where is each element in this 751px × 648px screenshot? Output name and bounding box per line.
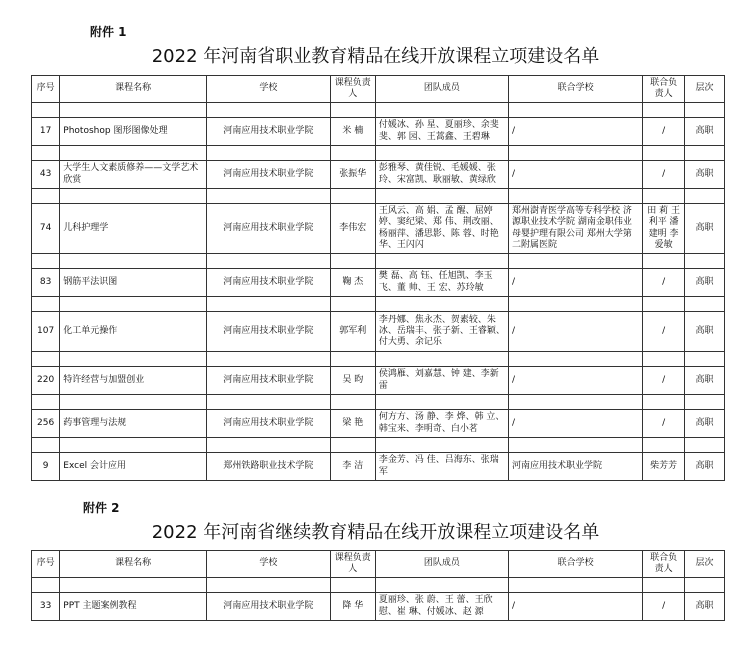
cell-school: 河南应用技术职业学院 — [207, 312, 331, 352]
spacer-cell — [60, 103, 207, 118]
spacer-cell — [207, 297, 331, 312]
spacer-cell — [508, 438, 642, 453]
spacer-cell — [32, 189, 60, 204]
spacer-cell — [32, 254, 60, 269]
spacer-cell — [60, 297, 207, 312]
spacer-cell — [60, 352, 207, 367]
cell-level: 高职 — [685, 161, 725, 189]
spacer-cell — [32, 395, 60, 410]
cell-school: 河南应用技术职业学院 — [207, 269, 331, 297]
header-team: 团队成员 — [375, 76, 508, 103]
spacer-cell — [207, 352, 331, 367]
spacer-cell — [375, 438, 508, 453]
spacer-cell — [643, 146, 685, 161]
spacer-cell — [207, 146, 331, 161]
header-lead: 课程负责人 — [330, 76, 375, 103]
header-partner-lead: 联合负责人 — [643, 551, 685, 578]
spacer-row — [32, 254, 725, 269]
spacer-cell — [508, 352, 642, 367]
cell-no: 107 — [32, 312, 60, 352]
cell-lead: 米 楠 — [330, 118, 375, 146]
header-level: 层次 — [685, 551, 725, 578]
spacer-cell — [375, 395, 508, 410]
cell-partner-lead: / — [643, 312, 685, 352]
cell-school: 河南应用技术职业学院 — [207, 593, 331, 621]
spacer-cell — [685, 438, 725, 453]
spacer-cell — [60, 189, 207, 204]
spacer-cell — [60, 146, 207, 161]
spacer-cell — [207, 254, 331, 269]
cell-level: 高职 — [685, 312, 725, 352]
spacer-cell — [685, 189, 725, 204]
spacer-cell — [685, 254, 725, 269]
spacer-cell — [508, 189, 642, 204]
cell-lead: 郭军利 — [330, 312, 375, 352]
cell-partner: 郑州澍青医学高等专科学校 济源职业技术学院 湖南金职伟业母婴护理有限公司 郑州大学第二附属医院 — [508, 204, 642, 254]
cell-lead: 吴 昀 — [330, 367, 375, 395]
spacer-cell — [375, 189, 508, 204]
cell-level: 高职 — [685, 204, 725, 254]
spacer-cell — [32, 578, 60, 593]
cell-course: Excel 会计应用 — [60, 453, 207, 481]
cell-course: 化工单元操作 — [60, 312, 207, 352]
cell-team: 李金芳、冯 佳、吕海东、张瑞军 — [375, 453, 508, 481]
spacer-row — [32, 146, 725, 161]
cell-level: 高职 — [685, 410, 725, 438]
table-row — [32, 312, 725, 352]
annex1-table — [31, 75, 725, 481]
cell-course: 钢筋平法识图 — [60, 269, 207, 297]
cell-school: 郑州铁路职业技术学院 — [207, 453, 331, 481]
cell-lead: 鞠 杰 — [330, 269, 375, 297]
cell-course: 特许经营与加盟创业 — [60, 367, 207, 395]
annex2-table — [31, 550, 725, 621]
cell-partner-lead: / — [643, 161, 685, 189]
spacer-cell — [32, 103, 60, 118]
spacer-cell — [643, 189, 685, 204]
cell-team: 樊 磊、高 钰、任旭凯、李玉飞、董 帅、王 宏、苏玲敏 — [375, 269, 508, 297]
spacer-cell — [643, 395, 685, 410]
cell-team: 何方方、汤 静、李 烨、韩 立、韩宝来、李明奇、白小茗 — [375, 410, 508, 438]
cell-course: 大学生人文素质修养——文学艺术欣赏 — [60, 161, 207, 189]
annex1-label: 附件 1 — [90, 25, 127, 39]
header-team: 团队成员 — [375, 551, 508, 578]
cell-no: 83 — [32, 269, 60, 297]
cell-partner: / — [508, 118, 642, 146]
header-course: 课程名称 — [60, 76, 207, 103]
cell-partner-lead: / — [643, 593, 685, 621]
table-row — [32, 410, 725, 438]
header-partner: 联合学校 — [508, 76, 642, 103]
header-no: 序号 — [32, 551, 60, 578]
spacer-cell — [207, 395, 331, 410]
annex2-title: 2022 年河南省继续教育精品在线开放课程立项建设名单 — [151, 522, 600, 543]
cell-no: 220 — [32, 367, 60, 395]
table-row — [32, 118, 725, 146]
spacer-cell — [60, 395, 207, 410]
cell-team: 李丹娜、焦永杰、贺素较、朱 冰、岳瑞丰、张子新、王睿颖、付大勇、余记乐 — [375, 312, 508, 352]
spacer-cell — [375, 578, 508, 593]
cell-team: 王风云、高 娟、孟 醒、屈婷婷、窦纪梁、郑 伟、荆改丽、杨丽萍、潘思影、陈 蓉、时艳华、王闪闪 — [375, 204, 508, 254]
cell-course: 儿科护理学 — [60, 204, 207, 254]
header-school: 学校 — [207, 76, 331, 103]
cell-no: 256 — [32, 410, 60, 438]
spacer-cell — [207, 438, 331, 453]
spacer-cell — [32, 352, 60, 367]
spacer-cell — [32, 297, 60, 312]
spacer-cell — [643, 103, 685, 118]
spacer-cell — [685, 103, 725, 118]
spacer-cell — [330, 146, 375, 161]
cell-partner: 河南应用技术职业学院 — [508, 453, 642, 481]
cell-no: 17 — [32, 118, 60, 146]
spacer-row — [32, 395, 725, 410]
cell-lead: 张振华 — [330, 161, 375, 189]
cell-partner: / — [508, 367, 642, 395]
spacer-cell — [643, 438, 685, 453]
cell-school: 河南应用技术职业学院 — [207, 118, 331, 146]
table-row — [32, 204, 725, 254]
cell-course: Photoshop 图形图像处理 — [60, 118, 207, 146]
cell-partner-lead: / — [643, 118, 685, 146]
cell-lead: 梁 艳 — [330, 410, 375, 438]
spacer-cell — [508, 578, 642, 593]
spacer-cell — [330, 254, 375, 269]
cell-lead: 降 华 — [330, 593, 375, 621]
cell-course: PPT 主题案例教程 — [60, 593, 207, 621]
cell-partner: / — [508, 161, 642, 189]
spacer-cell — [330, 189, 375, 204]
spacer-cell — [60, 254, 207, 269]
header-course: 课程名称 — [60, 551, 207, 578]
spacer-cell — [60, 438, 207, 453]
spacer-cell — [207, 189, 331, 204]
annex1-header-row — [32, 76, 725, 103]
header-no: 序号 — [32, 76, 60, 103]
cell-partner-lead: 田 莉 王利平 潘建明 李爱敏 — [643, 204, 685, 254]
spacer-cell — [32, 146, 60, 161]
spacer-cell — [330, 352, 375, 367]
cell-team: 侯鸿雁、刘嘉慧、钟 建、李新雷 — [375, 367, 508, 395]
spacer-cell — [508, 146, 642, 161]
cell-no: 33 — [32, 593, 60, 621]
annex2-label: 附件 2 — [83, 501, 120, 515]
cell-partner-lead: / — [643, 367, 685, 395]
table-row — [32, 269, 725, 297]
cell-lead: 李 洁 — [330, 453, 375, 481]
spacer-cell — [32, 438, 60, 453]
cell-lead: 李伟宏 — [330, 204, 375, 254]
cell-level: 高职 — [685, 453, 725, 481]
spacer-cell — [508, 254, 642, 269]
table-row — [32, 593, 725, 621]
spacer-cell — [330, 297, 375, 312]
spacer-row — [32, 189, 725, 204]
spacer-row — [32, 297, 725, 312]
spacer-cell — [508, 395, 642, 410]
spacer-row — [32, 578, 725, 593]
header-partner-lead: 联合负责人 — [643, 76, 685, 103]
cell-no: 74 — [32, 204, 60, 254]
spacer-cell — [207, 103, 331, 118]
cell-course: 药事管理与法规 — [60, 410, 207, 438]
cell-no: 43 — [32, 161, 60, 189]
spacer-cell — [375, 146, 508, 161]
cell-level: 高职 — [685, 367, 725, 395]
spacer-row — [32, 103, 725, 118]
cell-school: 河南应用技术职业学院 — [207, 204, 331, 254]
spacer-cell — [685, 297, 725, 312]
cell-partner-lead: / — [643, 410, 685, 438]
cell-school: 河南应用技术职业学院 — [207, 367, 331, 395]
header-partner: 联合学校 — [508, 551, 642, 578]
cell-team: 夏丽珍、张 蔚、王 蕾、王欣慰、崔 琳、付媛冰、赵 源 — [375, 593, 508, 621]
cell-partner: / — [508, 312, 642, 352]
spacer-cell — [330, 438, 375, 453]
spacer-cell — [375, 254, 508, 269]
spacer-cell — [330, 578, 375, 593]
cell-level: 高职 — [685, 269, 725, 297]
spacer-cell — [330, 103, 375, 118]
cell-partner: / — [508, 410, 642, 438]
spacer-row — [32, 352, 725, 367]
spacer-cell — [330, 395, 375, 410]
cell-partner: / — [508, 593, 642, 621]
annex1-title: 2022 年河南省职业教育精品在线开放课程立项建设名单 — [151, 46, 600, 67]
header-school: 学校 — [207, 551, 331, 578]
spacer-cell — [685, 146, 725, 161]
spacer-cell — [508, 103, 642, 118]
spacer-cell — [60, 578, 207, 593]
cell-no: 9 — [32, 453, 60, 481]
table-row — [32, 161, 725, 189]
cell-school: 河南应用技术职业学院 — [207, 161, 331, 189]
spacer-cell — [685, 578, 725, 593]
header-level: 层次 — [685, 76, 725, 103]
spacer-cell — [643, 297, 685, 312]
spacer-cell — [643, 352, 685, 367]
spacer-cell — [643, 578, 685, 593]
table-row — [32, 453, 725, 481]
table-row — [32, 367, 725, 395]
spacer-cell — [207, 578, 331, 593]
spacer-cell — [375, 103, 508, 118]
cell-partner: / — [508, 269, 642, 297]
spacer-row — [32, 438, 725, 453]
cell-school: 河南应用技术职业学院 — [207, 410, 331, 438]
spacer-cell — [643, 254, 685, 269]
cell-partner-lead: / — [643, 269, 685, 297]
annex2-header-row — [32, 551, 725, 578]
spacer-cell — [375, 297, 508, 312]
cell-team: 付媛冰、孙 星、夏丽珍、余斐斐、郭 园、王蒿鑫、王碧琳 — [375, 118, 508, 146]
cell-level: 高职 — [685, 118, 725, 146]
header-lead: 课程负责人 — [330, 551, 375, 578]
cell-team: 彭雅琴、黄佳锐、毛媛媛、张 玲、宋富凯、耿丽敏、黄绿欣 — [375, 161, 508, 189]
spacer-cell — [685, 395, 725, 410]
spacer-cell — [375, 352, 508, 367]
spacer-cell — [685, 352, 725, 367]
cell-partner-lead: 柴芳芳 — [643, 453, 685, 481]
cell-level: 高职 — [685, 593, 725, 621]
spacer-cell — [508, 297, 642, 312]
